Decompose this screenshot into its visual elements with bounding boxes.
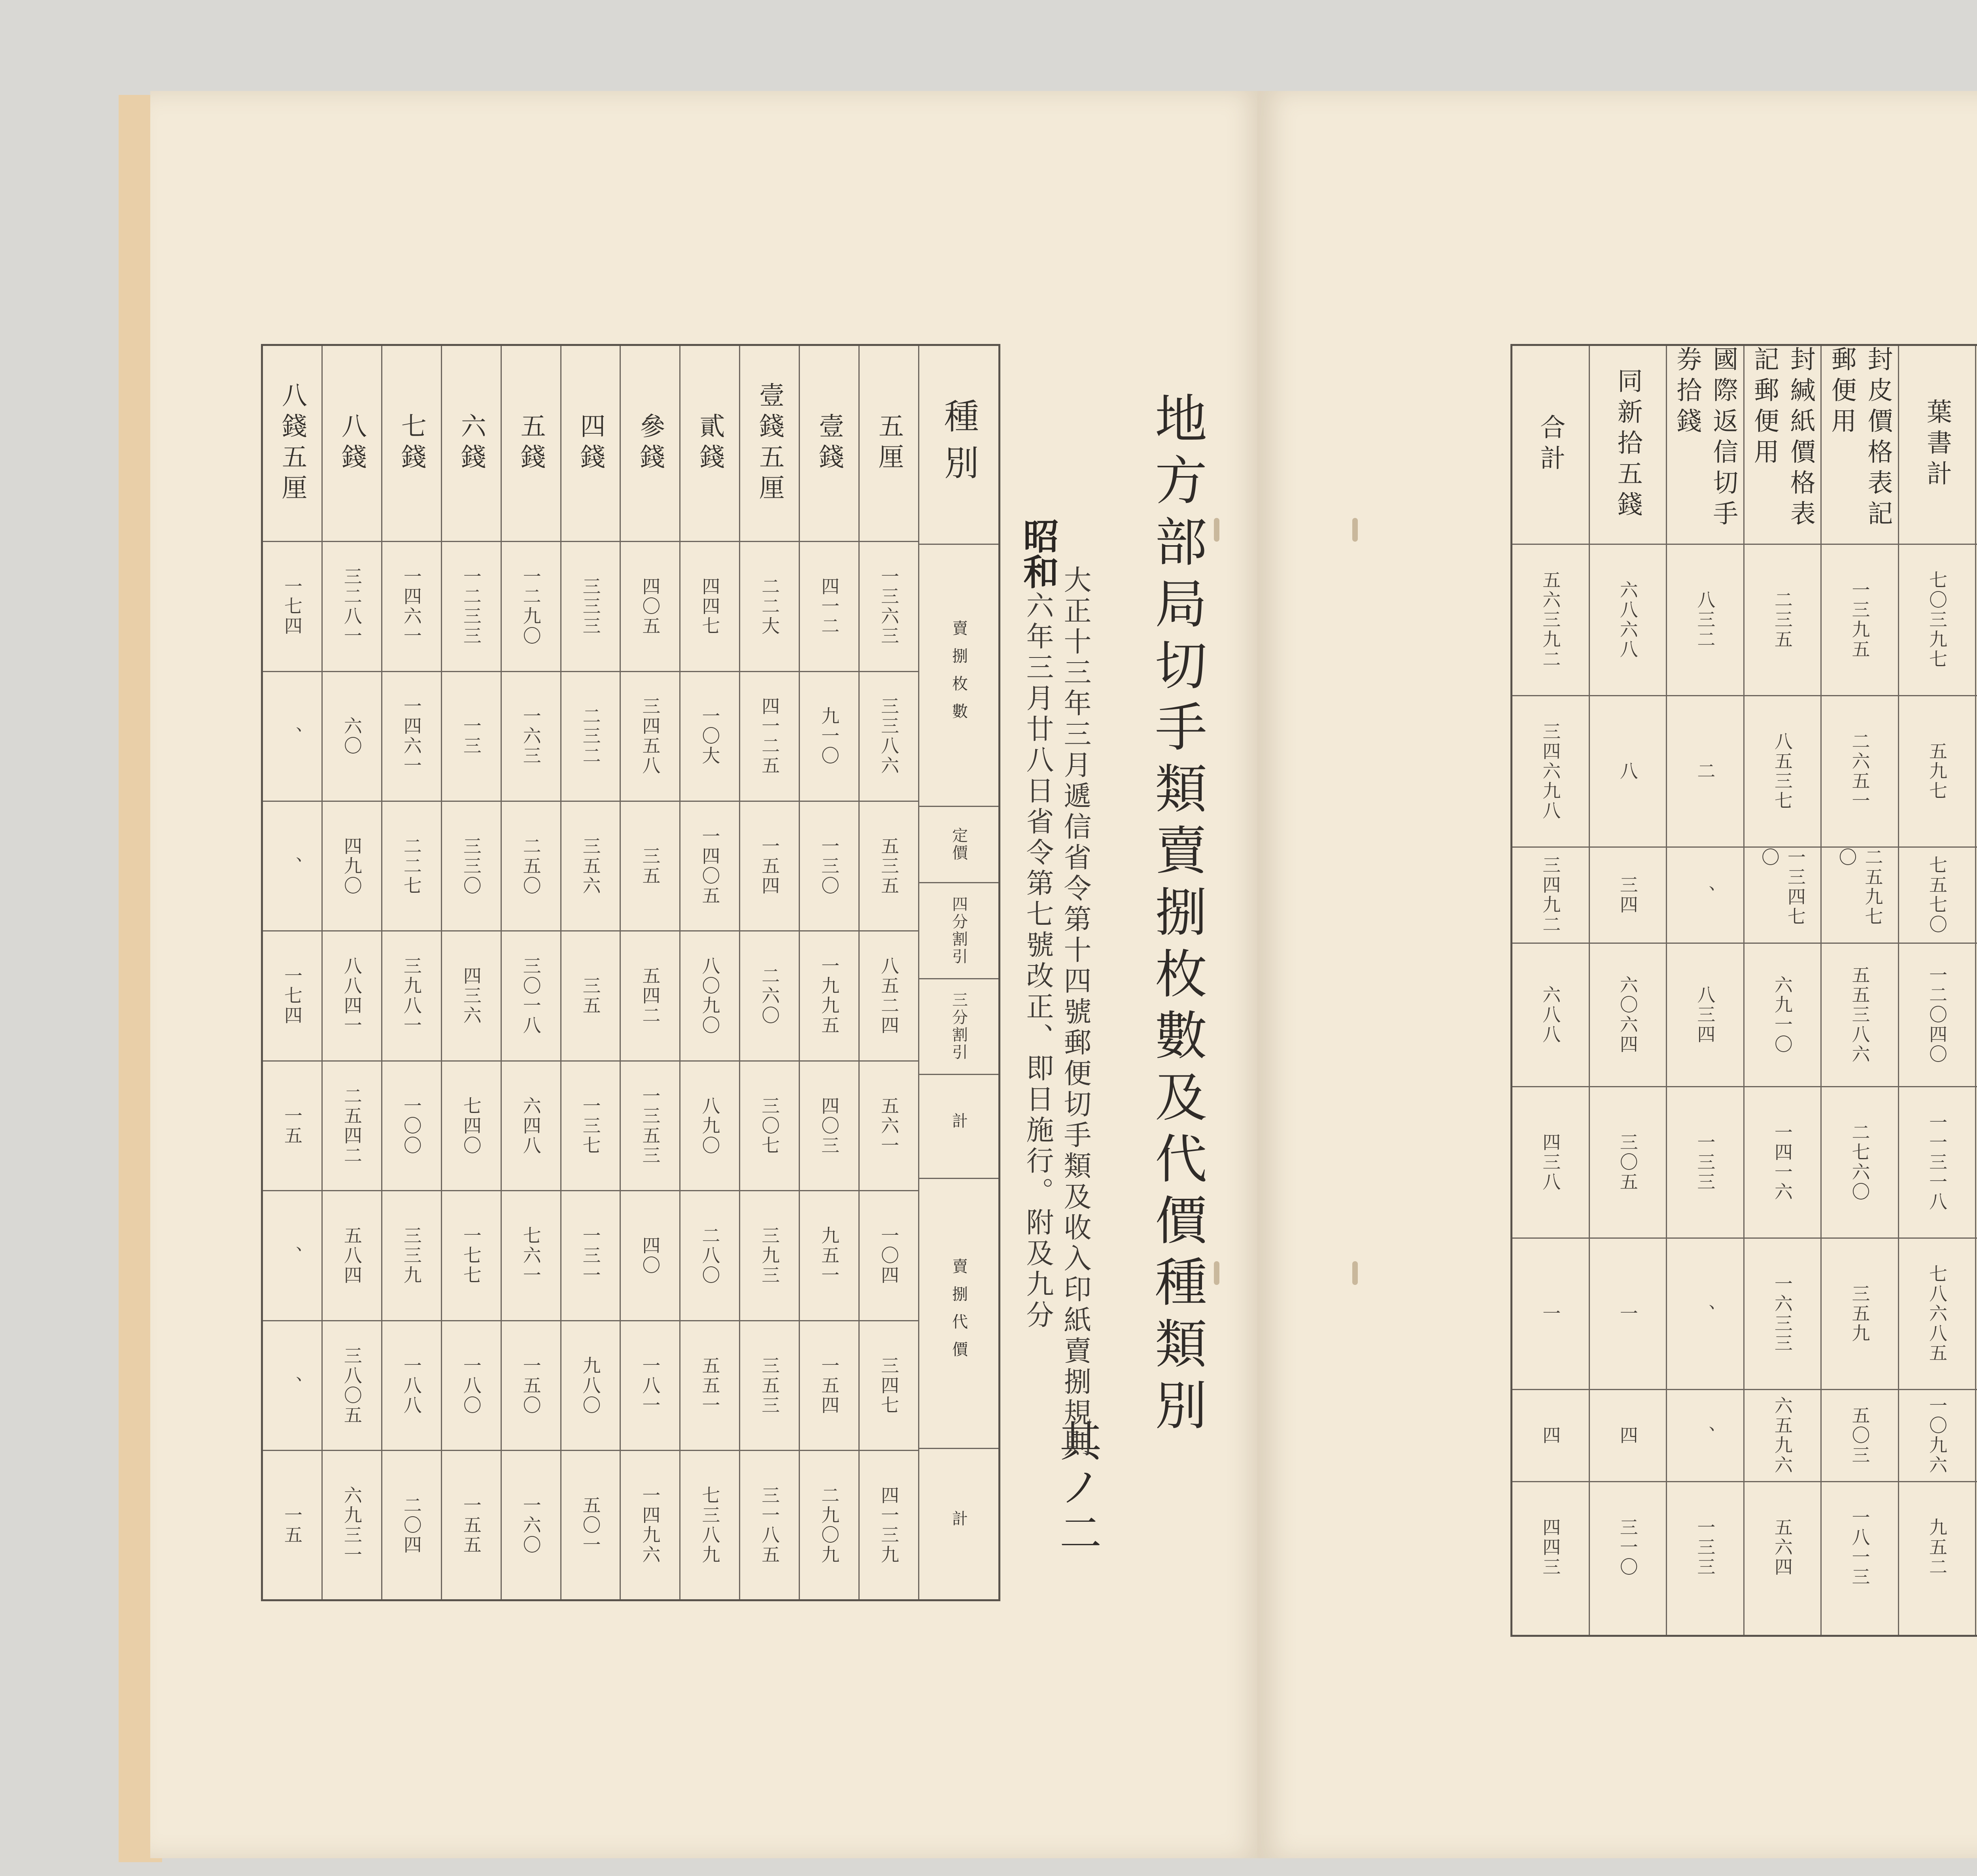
table-cell: 八三二 [1667, 545, 1743, 696]
table-cell: 一 [1512, 1239, 1589, 1390]
table-cell: 一五五 [460, 1495, 482, 1555]
table-cell: 七三八九 [699, 1485, 721, 1565]
category-column [858, 346, 918, 1599]
table-cell: 二五九七〇 [1822, 848, 1898, 944]
category-label: 壹錢五厘 [740, 346, 799, 542]
category-column [1512, 346, 1589, 1635]
table-cell: 五〇一 [580, 1495, 601, 1555]
table-cell: 一六〇 [520, 1495, 542, 1555]
table-cell: 三四七 [860, 1321, 918, 1451]
table-cell: 四四七 [680, 542, 739, 672]
table-cell: 三五九 [1822, 1239, 1898, 1390]
category-column [321, 346, 381, 1599]
table-cell: 三四 [1590, 848, 1666, 944]
col-group-label: 賣捌代價 [919, 1179, 998, 1449]
table-cell: 一三〇 [800, 802, 858, 931]
table-cell: 二八〇 [680, 1191, 739, 1321]
table-cell: 七〇三九七 [1899, 545, 1975, 696]
table-cell: 一一三一八 [1899, 1087, 1975, 1239]
table-cell: 一五四 [740, 802, 799, 931]
table-cell: 九五二 [1926, 1518, 1948, 1577]
table-cell: 六九三一 [341, 1485, 363, 1565]
table-cell: 三〇七 [740, 1062, 799, 1191]
table-cell: 六八八 [1512, 944, 1589, 1087]
table-cell: 一五 [281, 1505, 303, 1545]
table-cell: 三三八六 [860, 672, 918, 802]
table-cell: 六四八 [502, 1062, 560, 1191]
table-cell: 三三〇 [442, 802, 501, 931]
table-cell: 五〇三 [1822, 1390, 1898, 1482]
table-cell: 四四三 [1540, 1518, 1561, 1577]
table-cell: 三二八一 [323, 542, 381, 672]
table-cell: 五四二 [621, 931, 679, 1061]
table-cell: 、 [1667, 848, 1743, 944]
category-label: 五厘 [860, 346, 918, 542]
table-cell: 、 [263, 672, 321, 802]
table-cell: 四一二 [800, 542, 858, 672]
table-cell: 七五七〇 [1899, 848, 1975, 944]
table-cell: 八〇九〇 [680, 931, 739, 1061]
table-cell: 一三六三 [860, 542, 918, 672]
table-cell: 八九〇 [680, 1062, 739, 1191]
table-cell: 、 [263, 802, 321, 931]
caption-note-text: 六年三月廿八日省令第七號改正、即日施行。附及九分 [1022, 591, 1054, 1332]
right-page [1257, 91, 1977, 1858]
table-cell: 四三八 [1512, 1087, 1589, 1239]
table-cell: 三〇五 [1590, 1087, 1666, 1239]
table-cell: 三九八一 [382, 931, 441, 1061]
table-cell: 三九三 [740, 1191, 799, 1321]
category-column [441, 346, 501, 1599]
category-label: 封皮價格表記郵便用 [1822, 346, 1898, 545]
category-column [1898, 346, 1975, 1635]
table-cell: 、 [1667, 1390, 1743, 1482]
binding-hole [1352, 518, 1358, 542]
caption-note-text: 大正十三年三月遞信省令第十四號郵便切手類及收入印紙賣捌規則 [1059, 565, 1092, 1460]
table-cell: 五六一 [860, 1062, 918, 1191]
table-cell: 九一〇 [800, 672, 858, 802]
table-cell: 八八四一 [323, 931, 381, 1061]
category-label: 同新拾五錢 [1590, 346, 1666, 545]
table-cell: 六〇 [323, 672, 381, 802]
table-cell: 一七七 [442, 1191, 501, 1321]
table-cell: 三八〇五 [323, 1321, 381, 1451]
category-label: 封緘紙價格表記郵便用 [1745, 346, 1821, 545]
table-cell: 一〇九六 [1899, 1390, 1975, 1482]
table-cell: 五六三九二 [1512, 545, 1589, 696]
binding-hole [1352, 1261, 1358, 1285]
category-label: 八錢五厘 [263, 346, 321, 542]
category-label: 貳錢 [680, 346, 739, 542]
table-cell: 一四六一 [382, 542, 441, 672]
table-cell: 一三三 [1694, 1518, 1716, 1577]
table-cell: 八 [1590, 696, 1666, 848]
table-cell: 三四五八 [621, 672, 679, 802]
col-group-label: 計 [919, 1075, 998, 1179]
table-cell: 四〇三 [800, 1062, 858, 1191]
table-cell: 三五三 [740, 1321, 799, 1451]
table-cell: 一七四 [263, 931, 321, 1061]
category-column [799, 346, 858, 1599]
table-cell: 一〇〇 [382, 1062, 441, 1191]
table-cell: 九八〇 [561, 1321, 620, 1451]
table-cell: 一五 [263, 1062, 321, 1191]
table-cell: 一〇四 [860, 1191, 918, 1321]
table-cell: 一四一六 [1745, 1087, 1821, 1239]
category-label: 壹錢 [800, 346, 858, 542]
table-cell: 一三七 [561, 1062, 620, 1191]
table-cell: 一八一三 [1849, 1508, 1871, 1587]
category-label: 六錢 [442, 346, 501, 542]
table-cell: 三〇一八 [502, 931, 560, 1061]
table-cell: 二二大 [740, 542, 799, 672]
table-cell: 一八〇 [442, 1321, 501, 1451]
table-cell: 一三三 [1667, 1087, 1743, 1239]
table-cell: 一九九五 [800, 931, 858, 1061]
table-cell: 六九一〇 [1745, 944, 1821, 1087]
table-cell: 二七六〇 [1822, 1087, 1898, 1239]
table-cell: 一四六一 [382, 672, 441, 802]
table-cell: 一八一 [621, 1321, 679, 1451]
table-cell: 四 [1590, 1390, 1666, 1482]
col-sub-label: 三分割引 [919, 979, 998, 1075]
table-cell: 、 [1667, 1239, 1743, 1390]
table-cell: 五五一 [680, 1321, 739, 1451]
table-cell: 三一〇 [1617, 1518, 1639, 1577]
category-column [1589, 346, 1666, 1635]
caption-subtitle: 其ノ二 [1053, 1419, 1102, 1557]
table-cell: 二六五一 [1822, 696, 1898, 848]
table-cell: 四〇五 [621, 542, 679, 672]
table-cell: 一三一 [561, 1191, 620, 1321]
right-data-columns [1512, 346, 1977, 1635]
table-cell: 一七四 [263, 542, 321, 672]
table-cell: 三三九 [382, 1191, 441, 1321]
table-cell: 九五一 [800, 1191, 858, 1321]
table-cell: 五六四 [1771, 1518, 1793, 1577]
table-cell: 四三六 [442, 931, 501, 1061]
table-cell: 六五九六 [1745, 1390, 1821, 1482]
table-cell: 三五六 [561, 802, 620, 931]
table-cell: 七六一 [502, 1191, 560, 1321]
table-cell: 一四〇五 [680, 802, 739, 931]
category-label: 葉書計 [1899, 346, 1975, 545]
category-column [679, 346, 739, 1599]
table-cell: 二〇四 [401, 1495, 422, 1555]
table-cell: 二 [1667, 696, 1743, 848]
category-column [1666, 346, 1743, 1635]
table-cell: 一 [1590, 1239, 1666, 1390]
table-cell: 四九〇 [323, 802, 381, 931]
table-cell: 八三四 [1667, 944, 1743, 1087]
table-cell: 四 [1512, 1390, 1589, 1482]
col-sub-label: 定價 [919, 807, 998, 883]
table-cell: 八五三七 [1745, 696, 1821, 848]
table-cell: 二三二 [561, 672, 620, 802]
category-label: 八錢 [323, 346, 381, 542]
table-cell: 一六三 [502, 672, 560, 802]
left-data-columns [263, 346, 918, 1599]
table-cell: 一三 [442, 672, 501, 802]
table-cell: 一二三三 [442, 542, 501, 672]
category-column [739, 346, 799, 1599]
table-cell: 、 [263, 1321, 321, 1451]
table-cell: 四〇 [621, 1191, 679, 1321]
era-mark: 昭和 [1017, 518, 1059, 589]
category-label: 合計 [1512, 346, 1589, 545]
open-book [119, 79, 1977, 1866]
category-column [1975, 346, 1977, 1635]
table-cell: 一三四七〇 [1745, 848, 1821, 944]
category-column [1820, 346, 1898, 1635]
table-cell: 二五四二 [323, 1062, 381, 1191]
binding-hole [1214, 1261, 1219, 1285]
category-label: 參錢 [621, 346, 679, 542]
left-data-table [261, 344, 1000, 1601]
table-cell: 五八四 [323, 1191, 381, 1321]
category-label: 國際返信切手券拾錢 [1667, 346, 1743, 545]
table-cell: 三五 [621, 802, 679, 931]
binding-hole [1214, 518, 1219, 542]
left-header-column [918, 346, 998, 1599]
table-cell: 一八八 [382, 1321, 441, 1451]
table-cell: 六八六八 [1590, 545, 1666, 696]
table-cell: 三三三 [561, 542, 620, 672]
category-column [501, 346, 560, 1599]
table-cell: 八五二四 [860, 931, 918, 1061]
category-column [560, 346, 620, 1599]
category-label: 五錢 [502, 346, 560, 542]
table-cell: 四一三九 [878, 1485, 900, 1565]
table-cell: 五九七 [1899, 696, 1975, 848]
table-cell: 一五四 [800, 1321, 858, 1451]
table-cell: 三四六九八 [1512, 696, 1589, 848]
caption-note-2 [1012, 518, 1064, 1625]
table-cell: 、 [263, 1191, 321, 1321]
table-cell: 二九〇九 [818, 1485, 840, 1565]
table-cell: 三一八五 [759, 1485, 781, 1565]
col-group-label: 賣捌枚數 [919, 545, 998, 807]
col-group-label: 計 [949, 1510, 968, 1538]
table-cell: 一三九五 [1822, 545, 1898, 696]
table-cell: 一二〇四〇 [1899, 944, 1975, 1087]
table-cell: 七八六八五 [1899, 1239, 1975, 1390]
table-cell: 四一二五 [740, 672, 799, 802]
col-sub-label: 四分割引 [919, 883, 998, 979]
table-cell: 三四九二 [1512, 848, 1589, 944]
category-label: 四錢 [561, 346, 620, 542]
table-cell: 二六〇 [740, 931, 799, 1061]
document-caption [1139, 391, 1214, 1657]
caption-title: 地方部局切手類賣捌枚數及代價種類別 [1146, 391, 1207, 1440]
category-column [381, 346, 441, 1599]
table-cell: 二三五 [1745, 545, 1821, 696]
category-column [620, 346, 679, 1599]
table-cell: 三五 [561, 931, 620, 1061]
category-label: 七錢 [382, 346, 441, 542]
table-cell: 二五〇 [502, 802, 560, 931]
table-cell: 一二九〇 [502, 542, 560, 672]
table-cell: 一三五三 [621, 1062, 679, 1191]
table-cell: 一〇大 [680, 672, 739, 802]
table-cell: 五三五 [860, 802, 918, 931]
row-header-label: 種別 [919, 346, 998, 545]
table-cell: 七四〇 [442, 1062, 501, 1191]
category-column [1743, 346, 1821, 1635]
right-data-table [1510, 344, 1977, 1637]
left-page [150, 91, 1265, 1858]
table-cell: 一六三三 [1745, 1239, 1821, 1390]
table-cell: 二二七 [382, 802, 441, 931]
table-cell: 五五三八六 [1822, 944, 1898, 1087]
table-cell: 六〇六四 [1590, 944, 1666, 1087]
category-column [263, 346, 321, 1599]
table-cell: 一四九六 [639, 1485, 661, 1565]
table-cell: 一五〇 [502, 1321, 560, 1451]
